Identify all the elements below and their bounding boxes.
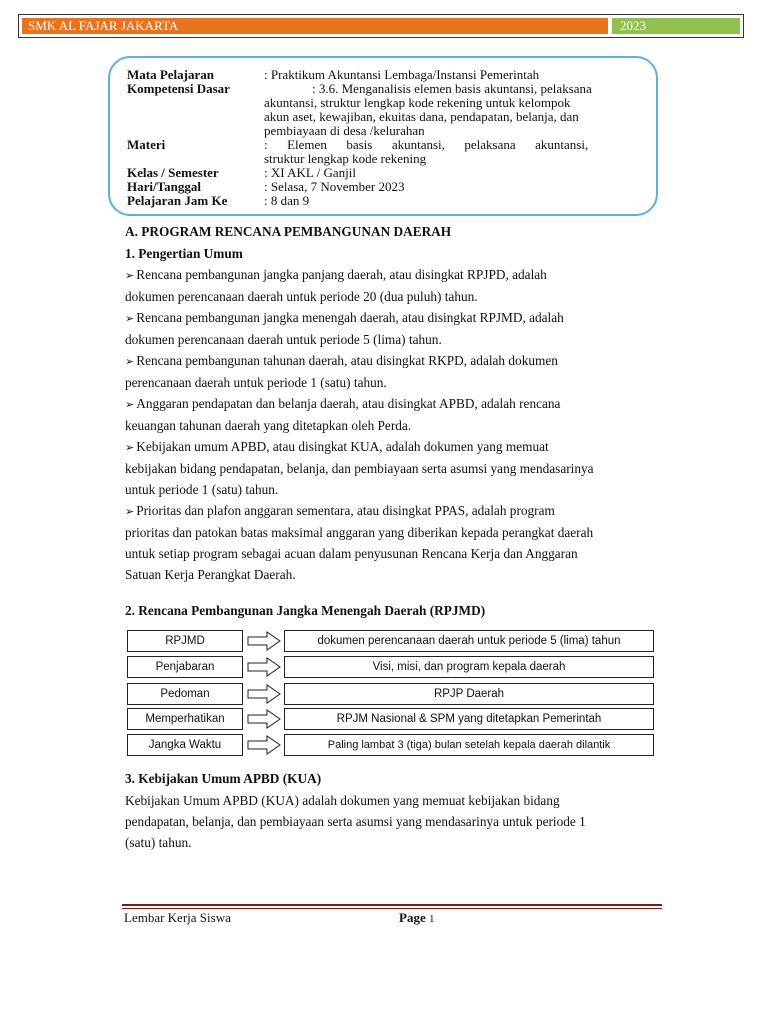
right-arrow-icon xyxy=(247,631,281,651)
right-arrow-icon xyxy=(247,657,281,677)
info-hari-value: : Selasa, 7 November 2023 xyxy=(264,179,405,194)
page-num: 1 xyxy=(428,913,435,925)
text-line: dokumen perencanaan daerah untuk periode 5 (lima) tahun. xyxy=(125,332,442,347)
info-materi-key: Materi xyxy=(127,137,166,152)
bullet-line: ➢ Rencana pembangunan jangka menengah daerah, atau disingkat RPJMD, adalah xyxy=(125,307,665,329)
info-materi-value-2: struktur lengkap kode rekening xyxy=(264,151,427,166)
bullet-line: ➢ Rencana pembangunan tahunan daerah, atau disingkat RKPD, adalah dokumen xyxy=(125,350,665,372)
section-2-title: 2. Rencana Pembangunan Jangka Menengah Daerah (RPJMD) xyxy=(125,603,486,618)
page-number xyxy=(399,910,434,926)
lesson-info-box xyxy=(108,56,658,216)
bullet-line: ➢ Prioritas dan plafon anggaran sementara, atau disingkat PPAS, adalah program xyxy=(125,500,665,522)
info-kd-value-3: akun aset, kewajiban, ekuitas dana, pendapatan, belanja, dan xyxy=(264,109,579,124)
text-line: untuk setiap program sebagai acuan dalam penyusunan Rencana Kerja dan Anggaran xyxy=(125,546,578,561)
info-kelas-key: Kelas / Semester xyxy=(127,165,219,180)
text-line: perencanaan daerah untuk periode 1 (satu) tahun. xyxy=(125,375,387,390)
info-kd-value-2: akuntansi, struktur lengkap kode rekening untuk kelompok xyxy=(264,95,571,110)
info-kd-value-4: pembiayaan di desa /kelurahan xyxy=(264,123,425,138)
section-a-text xyxy=(125,264,665,585)
section-a-title: A. PROGRAM RENCANA PEMBANGUNAN DAERAH xyxy=(125,224,452,239)
info-hari-key: Hari/Tanggal xyxy=(127,179,201,194)
info-kd-key: Kompetensi Dasar xyxy=(127,81,230,96)
rpjmd-row-value: RPJP Daerah xyxy=(284,683,654,705)
page-header xyxy=(18,14,744,38)
text-line: Satuan Kerja Perangkat Daerah. xyxy=(125,567,296,582)
text-line: Kebijakan Umum APBD (KUA) adalah dokumen yang memuat kebijakan bidang xyxy=(125,793,560,808)
section-3-text xyxy=(125,790,665,853)
info-mapel-value: : Praktikum Akuntansi Lembaga/Instansi Pemerintah xyxy=(264,67,540,82)
text-line: pendapatan, belanja, dan pembiayaan serta asumsi yang mendasarinya untuk periode 1 xyxy=(125,814,586,829)
info-jam-value: : 8 dan 9 xyxy=(264,193,310,208)
info-kd-value-1: : 3.6. Menganalisis elemen basis akuntansi, pelaksana xyxy=(312,81,592,96)
rpjmd-row-label: Jangka Waktu xyxy=(127,734,243,756)
right-arrow-icon xyxy=(247,709,281,729)
rpjmd-row-label: Memperhatikan xyxy=(127,708,243,730)
footer-title: Lembar Kerja Siswa xyxy=(124,910,231,925)
text-line: untuk periode 1 (satu) tahun. xyxy=(125,482,279,497)
page-label: Page xyxy=(399,910,426,925)
info-materi-value-1: : Elemen basis akuntansi, pelaksana akuntansi, xyxy=(264,137,589,152)
text-line: keuangan tahunan daerah yang ditetapkan oleh Perda. xyxy=(125,418,412,433)
rpjmd-row-value: Visi, misi, dan program kepala daerah xyxy=(284,656,654,678)
section-3-title: 3. Kebijakan Umum APBD (KUA) xyxy=(125,771,322,786)
text-line: (satu) tahun. xyxy=(125,835,192,850)
info-mapel-key: Mata Pelajaran xyxy=(127,67,215,82)
right-arrow-icon xyxy=(247,735,281,755)
rpjmd-row-value: RPJM Nasional & SPM yang ditetapkan Pemerintah xyxy=(284,708,654,730)
text-line: dokumen perencanaan daerah untuk periode 20 (dua puluh) tahun. xyxy=(125,289,478,304)
text-line: prioritas dan patokan batas maksimal anggaran yang diberikan kepada perangkat daerah xyxy=(125,525,594,540)
rpjmd-row-value: Paling lambat 3 (tiga) bulan setelah kepala daerah dilantik xyxy=(284,734,654,756)
footer-divider xyxy=(122,904,662,906)
right-arrow-icon xyxy=(247,684,281,704)
rpjmd-row-label: Penjabaran xyxy=(127,656,243,678)
section-a-subtitle: 1. Pengertian Umum xyxy=(125,246,243,261)
info-kelas-value: : XI AKL / Ganjil xyxy=(264,165,356,180)
bullet-line: ➢ Rencana pembangunan jangka panjang daerah, atau disingkat RPJPD, adalah xyxy=(125,264,665,286)
rpjmd-row-label: Pedoman xyxy=(127,683,243,705)
school-name: SMK AL FAJAR JAKARTA xyxy=(22,18,608,34)
text-line: kebijakan bidang pendapatan, belanja, dan pembiayaan serta asumsi yang mendasarinya xyxy=(125,461,594,476)
footer-divider xyxy=(122,908,662,909)
rpjmd-row-label: RPJMD xyxy=(127,630,243,652)
bullet-line: ➢ Kebijakan umum APBD, atau disingkat KUA, adalah dokumen yang memuat xyxy=(125,436,665,458)
bullet-line: ➢ Anggaran pendapatan dan belanja daerah, atau disingkat APBD, adalah rencana xyxy=(125,393,665,415)
info-jam-key: Pelajaran Jam Ke xyxy=(127,193,228,208)
header-year: 2023 xyxy=(612,18,740,34)
rpjmd-row-value: dokumen perencanaan daerah untuk periode 5 (lima) tahun xyxy=(284,630,654,652)
